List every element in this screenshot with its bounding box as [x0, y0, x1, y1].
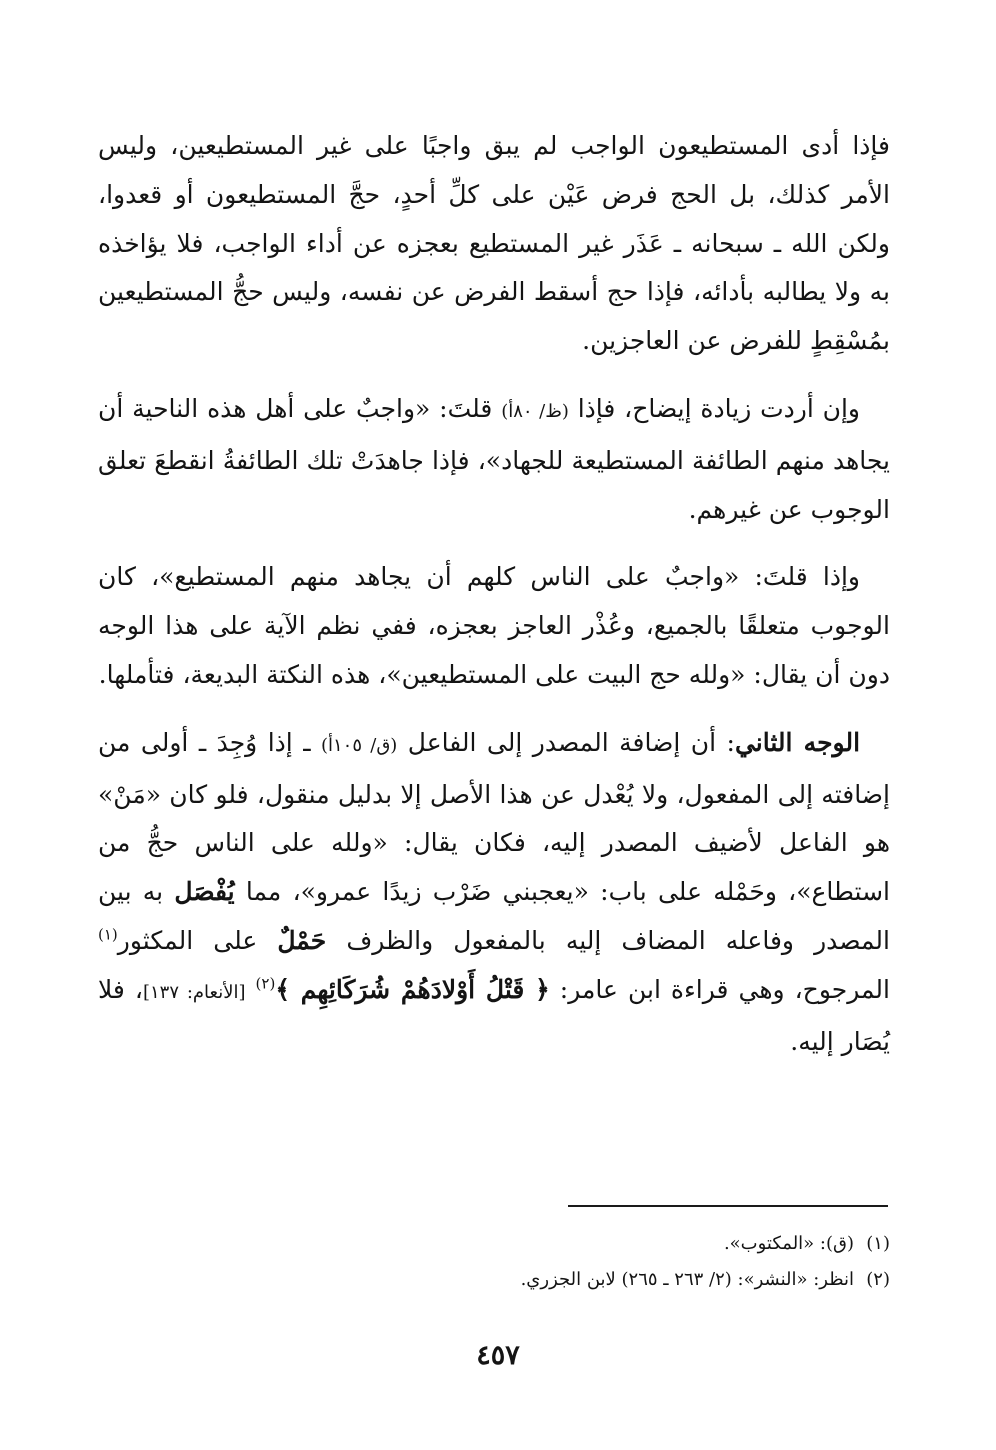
footnote-1: [300, 1226, 890, 1262]
paragraph-4-text-4: على المكثور: [117, 925, 278, 955]
paragraph-4-text-6: ، فلا يُصَار إليه.: [98, 974, 890, 1056]
paragraph-2-text-2: قلتَ: «واجبٌ على أهل هذه الناحية أن يجاهد منهم الطائفة المستطيعة للجهاد»، فإذا جاهدَتْ تلك الطائفةُ انقطعَ تعلق الوجوب عن غيرهم.: [98, 393, 890, 524]
footnote-2-number: (٢): [866, 1269, 890, 1290]
page-number: ٤٥٧: [476, 1340, 520, 1371]
section-lead-heading: الوجه الثاني: [734, 727, 861, 757]
emphasis-word-yufsal: يُفْصَل: [174, 877, 235, 907]
footnote-marker-2[interactable]: (٢): [255, 974, 276, 993]
footnote-1-text: (ق): «المكتوب».: [723, 1233, 854, 1254]
main-text: [98, 122, 890, 1066]
footnote-2-text: انظر: «النشر»: (٢/ ٢٦٣ ـ ٢٦٥) لابن الجزري.: [520, 1269, 854, 1290]
paragraph-4: [98, 719, 890, 1067]
manuscript-ref-z80: (ظ/ ٨٠أ): [501, 400, 569, 422]
footnote-marker-1[interactable]: (١): [98, 925, 118, 944]
paragraph-1: [98, 122, 890, 366]
paragraph-4-text-2: ـ إذا وُجِدَ ـ أولى من إضافته إلى المفعول، ولا يُعْدل عن هذا الأصل إلا بدليل منقول، فلو كان «مَنْ» هو الفاعل لأضيف المصدر إليه، فكان يقال: «ولله على الناس حجُّ من استطاع»، وحَمْله على باب: «يعجبني ضَرْب زيدًا عمرو»، مما: [98, 727, 890, 907]
paragraph-4-text-5: المرجوح، وهي قراءة ابن عامر:: [549, 974, 890, 1004]
paragraph-2: [98, 385, 890, 534]
paragraph-4-text-1: : أن إضافة المصدر إلى الفاعل: [397, 727, 735, 757]
quran-verse: ﴿ قَتْلُ أَوْلادَهُمْ شُرَكَائِهِم ﴾: [275, 974, 550, 1004]
paragraph-4-text-3: به بين المصدر وفاعله المضاف إليه بالمفعول والظرف: [98, 877, 890, 955]
paragraph-1-text: فإذا أدى المستطيعون الواجب لم يبق واجبًا على غير المستطيعين، وليس الأمر كذلك، بل الحج فرض عَيْن على كلِّ أحدٍ، حجَّ المستطيعون أو قعدوا، ولكن الله ـ سبحانه ـ عَذَر غير المستطيع بعجزه عن أداء الواجب، فلا يؤاخذه به ولا يطالبه بأدائه، فإذا حج أسقط الفرض عن نفسه، وليس حجُّ المستطيعين بمُسْقِطٍ للفرض عن العاجزين.: [98, 131, 891, 356]
paragraph-2-text-1: وإن أردت زيادة إيضاح، فإذا: [568, 393, 860, 423]
paragraph-3-text: وإذا قلتَ: «واجبٌ على الناس كلهم أن يجاهد منهم المستطيع»، كان الوجوب متعلقًا بالجميع، وعُذْر العاجز بعجزه، ففي نظم الآية على هذا الوجه دون أن يقال: «ولله حج البيت على المستطيعين»، هذه النكتة البديعة، فتأملها.: [98, 562, 890, 689]
emphasis-word-haml: حَمْلٌ: [277, 925, 327, 955]
footnote-2: [300, 1262, 890, 1298]
verse-reference: [الأنعام: ١٣٧]: [142, 981, 246, 1003]
paragraph-3: [98, 553, 890, 699]
footnote-divider: [568, 1205, 888, 1207]
manuscript-ref-q105: (ق/ ١٠٥أ): [320, 734, 398, 756]
footnote-1-number: (١): [866, 1233, 890, 1254]
paragraph-4-spacer: [246, 975, 256, 1004]
footnotes: [300, 1226, 890, 1298]
